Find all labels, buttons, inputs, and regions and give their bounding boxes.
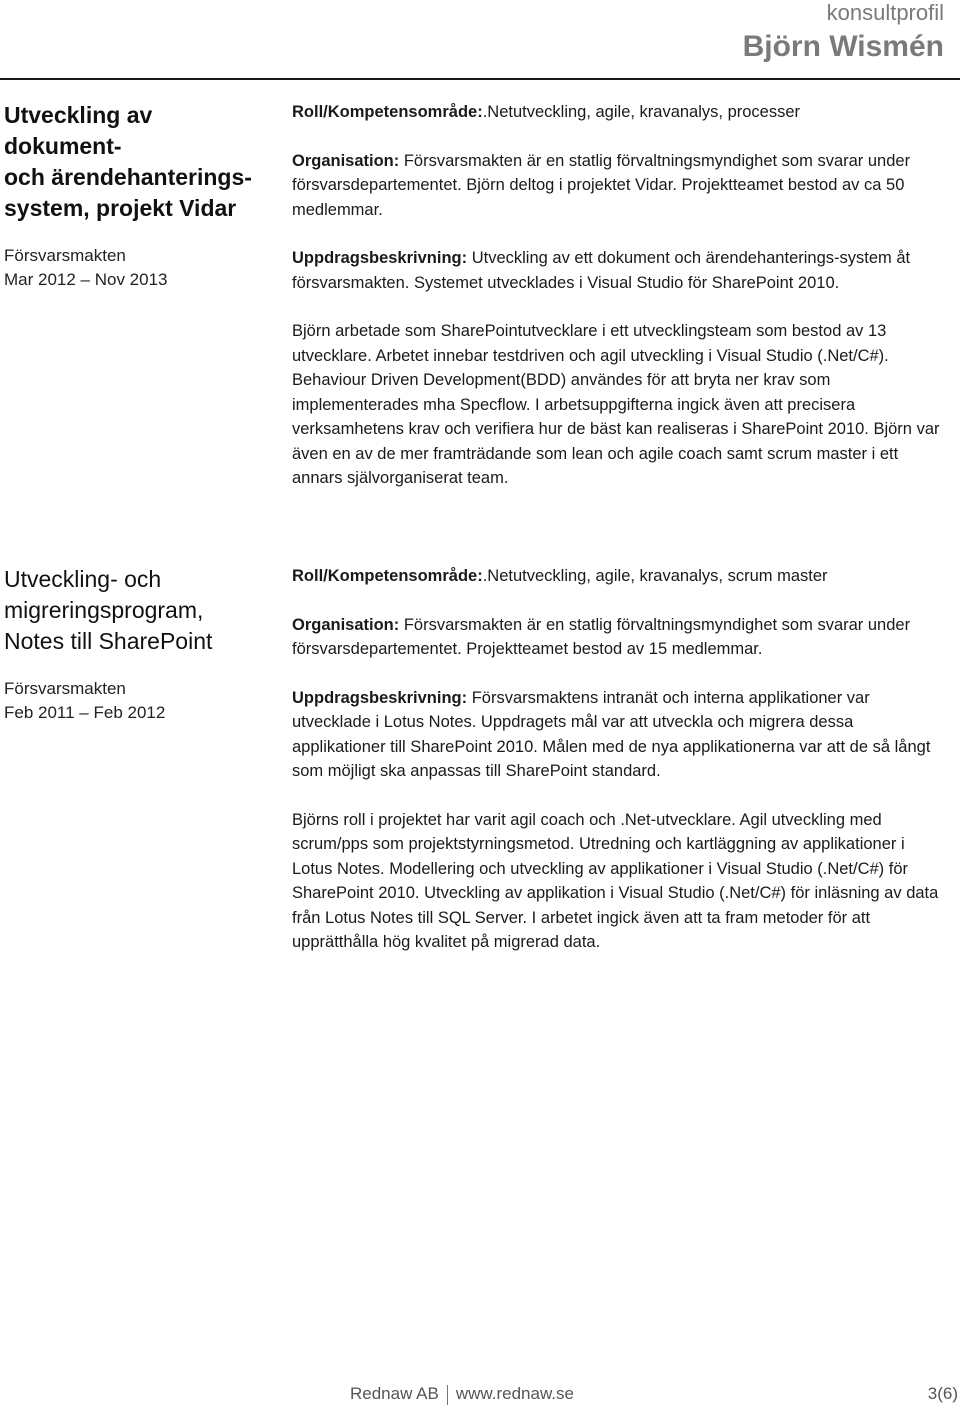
assignment-text: Utveckling av ett dokument och ärendehanterings-system åt försvarsmakten. Systemet utvecklades i Visual Studio för SharePoint 2010. bbox=[292, 249, 911, 292]
role-text: .Netutveckling, agile, kravanalys, scrum master bbox=[482, 567, 828, 585]
organisation-label: Organisation: bbox=[292, 151, 400, 170]
assignment-label: Uppdragsbeskrivning: bbox=[292, 688, 468, 707]
assignment-label: Uppdragsbeskrivning: bbox=[292, 249, 468, 267]
project-title: Utveckling av dokument- och ärendehanterings- system, projekt Vidar bbox=[4, 102, 252, 221]
role-paragraph bbox=[292, 564, 942, 589]
organisation-label: Organisation: bbox=[292, 615, 400, 634]
role-text: .Netutveckling, agile, kravanalys, processer bbox=[482, 103, 801, 121]
assignment-paragraph bbox=[292, 246, 942, 295]
header-divider bbox=[0, 78, 960, 80]
company-website[interactable]: www.rednaw.se bbox=[455, 1384, 574, 1403]
project-period: Mar 2012 – Nov 2013 bbox=[4, 270, 168, 289]
project-title: Utveckling- och migreringsprogram, Notes till SharePoint bbox=[4, 566, 213, 654]
organisation-paragraph bbox=[292, 149, 942, 223]
company-name: Rednaw AB bbox=[350, 1384, 439, 1403]
role-description: Björns roll i projektet har varit agil coach och .Net-utvecklare. Agil utveckling med scrum/pps som projektstyrningsmetod. Utredning och kartläggning av applikationer i Lotus Notes. Modellering och utveckling av applikationer i Visual Studio (.Net/C#) för SharePoint 2010. Utveckling av applikation i Visual Studio (.Net/C#) för inläsning av data från Lotus Notes till SQL Server. I arbetet ingick även att ta fram metoder för att upprätthålla hög kvalitet på migrerad data. bbox=[292, 810, 939, 951]
role-label: Roll/Kompetensområde: bbox=[292, 567, 483, 585]
project-details bbox=[292, 100, 942, 491]
project-summary bbox=[4, 100, 274, 292]
project-organization: Försvarsmakten bbox=[4, 679, 126, 698]
organisation-text: Försvarsmakten är en statlig förvaltningsmyndighet som svarar under försvarsdepartementet. Projektteamet bestod av 15 medlemmar. bbox=[292, 615, 911, 658]
assignment-text: Försvarsmaktens intranät och interna applikationer var utvecklade i Lotus Notes. Uppdragets mål var att utveckla och migrera dessa applikationer till SharePoint 2010. Målen med de nya applikationerna var att de så långt som möjligt ska anpassas till SharePoint standard. bbox=[292, 688, 931, 780]
page-number: 3(6) bbox=[927, 1384, 958, 1403]
assignment-paragraph bbox=[292, 686, 942, 784]
document-type: konsultprofil bbox=[826, 0, 944, 25]
role-label: Roll/Kompetensområde: bbox=[292, 103, 483, 121]
project-organization: Försvarsmakten bbox=[4, 246, 126, 265]
project-summary bbox=[4, 564, 274, 725]
consultant-name: Björn Wismén bbox=[742, 30, 944, 63]
footer-divider bbox=[447, 1385, 448, 1405]
page-header bbox=[743, 0, 944, 66]
project-details bbox=[292, 564, 942, 955]
organisation-paragraph bbox=[292, 613, 942, 662]
project-period: Feb 2011 – Feb 2012 bbox=[4, 703, 166, 722]
organisation-text: Försvarsmakten är en statlig förvaltningsmyndighet som svarar under försvarsdepartementet. Björn deltog i projektet Vidar. Projektteamet bestod av ca 50 medlemmar. bbox=[292, 151, 911, 219]
role-paragraph bbox=[292, 100, 942, 125]
role-description: Björn arbetade som SharePointutvecklare i ett utvecklingsteam som bestod av 13 utvecklare. Arbetet innebar testdriven och agil utveckling i Visual Studio (.Net/C#). Behaviour Driven Development(BDD) användes för att bryta ner krav som implementerades mha Specflow. I arbetsuppgifterna ingick även att precisera verksamhetens krav och verifiera hur de bäst kan realiseras i SharePoint 2010. Björn var även en av de mer framträdande som lean och agile coach samt scrum master i ett annars självorganiserat team. bbox=[292, 322, 940, 487]
